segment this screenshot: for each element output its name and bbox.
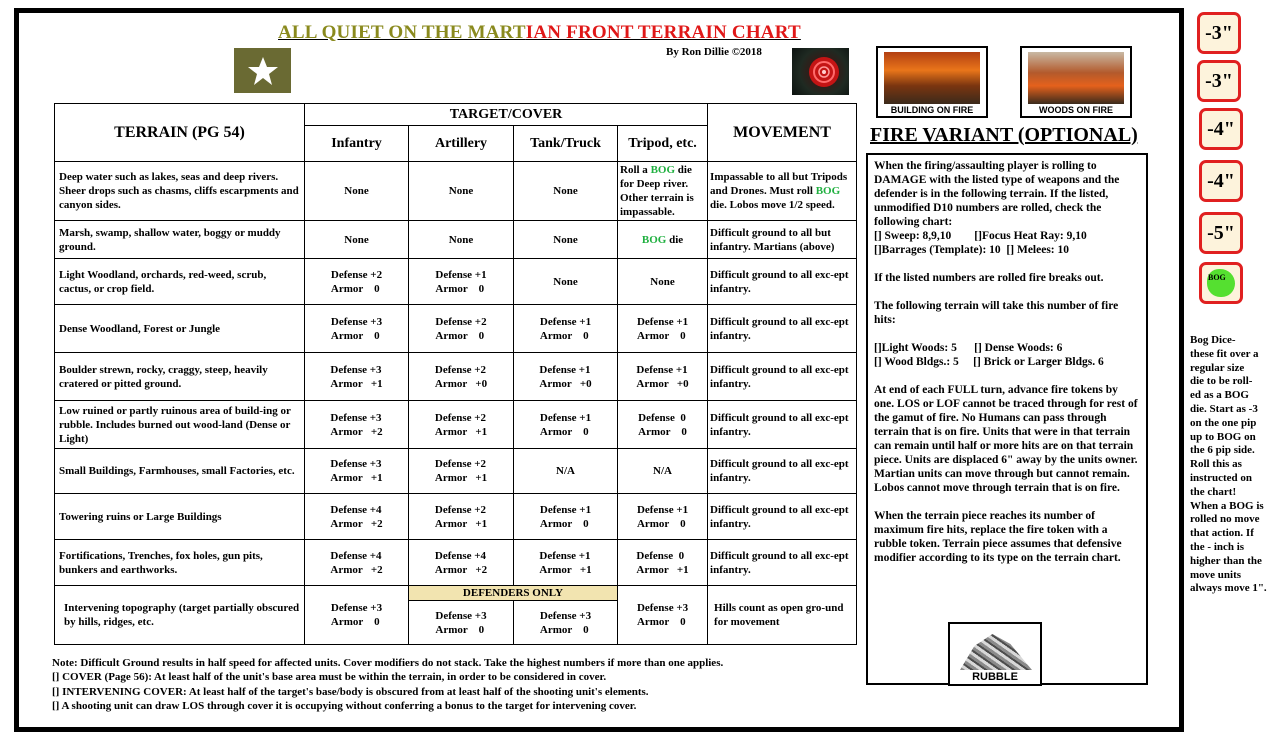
tripod-cell — [618, 221, 708, 259]
fire-rule-paragraph — [874, 341, 1140, 369]
fire-rule-paragraph: If the listed numbers are rolled fire breaks out. — [874, 272, 1104, 284]
bog-note-line: instructed on — [1190, 471, 1253, 484]
tank-cell: None — [514, 162, 618, 221]
cover-values: Defense +4 Armor +2 — [330, 503, 383, 530]
tripod-cell — [618, 305, 708, 353]
bog-note-line: rolled no move — [1190, 513, 1260, 526]
movement-cell: Difficult ground to all exc-ept infantry. — [708, 494, 857, 540]
artillery-cell — [409, 305, 514, 353]
movement-cell: Hills count as open gro-und for movement — [708, 586, 857, 645]
movement-cell: Difficult ground to all exc-ept infantry. — [708, 401, 857, 449]
bog-die-face — [1199, 262, 1243, 304]
movement-cell — [708, 162, 857, 221]
bog-note-line: move units — [1190, 568, 1242, 581]
cover-values: Defense +3 Armor 0 — [330, 315, 383, 342]
note-line: Note: Difficult Ground results in half speed for affected units. Cover modifiers do not stack. Take the highest numbers if more than one applies. — [52, 657, 724, 669]
building-on-fire-image — [876, 46, 988, 118]
cover-values: Defense +1 Armor 0 — [435, 268, 487, 295]
infantry-cell — [305, 494, 409, 540]
cover-values: Defense +1 Armor 0 — [539, 503, 592, 530]
bog-note-line: When a BOG is — [1190, 499, 1264, 512]
tripod-cell — [618, 401, 708, 449]
tank-cell — [514, 353, 618, 401]
cover-values: Defense +3 Armor +2 — [330, 411, 383, 438]
bog-note-line: die. Start as -3 — [1190, 402, 1258, 415]
cover-values: Defense +1 Armor 0 — [636, 315, 689, 342]
table-row — [55, 305, 857, 353]
bog-die-label: BOG — [1208, 273, 1226, 282]
movement-cell: Difficult ground to all exc-ept infantry. — [708, 353, 857, 401]
artillery-cell — [409, 540, 514, 586]
tank-cell — [514, 494, 618, 540]
artillery-cell: None — [409, 162, 514, 221]
cover-values: Defense +3 Armor 0 — [435, 609, 487, 636]
die-face: -4" — [1199, 160, 1243, 202]
target-cover-header: TARGET/COVER — [305, 104, 708, 126]
note-line: [] COVER (Page 56): At least half of the unit's base area must be within the terrain, in order to be considered in cover. — [52, 671, 607, 684]
fire-variant-heading: FIRE VARIANT (OPTIONAL) — [870, 124, 1138, 146]
infantry-cell: None — [305, 162, 409, 221]
tripod-cell — [618, 162, 708, 221]
artillery-cell — [409, 494, 514, 540]
terrain-cell: Intervening topography (target partially obscured by hills, ridges, etc. — [55, 586, 305, 645]
terrain-cell: Deep water such as lakes, seas and deep rivers. Sheer drops such as chasms, cliffs escarpments and canyon sides. — [55, 162, 305, 221]
terrain-cell: Boulder strewn, rocky, craggy, steep, heavily cratered or pitted ground. — [55, 353, 305, 401]
cover-values: Defense +3 Armor 0 — [330, 602, 383, 628]
tank-truck-header: Tank/Truck — [514, 126, 618, 162]
tank-cell — [514, 401, 618, 449]
cover-values: Defense +4 Armor +2 — [330, 549, 383, 576]
tank-cell — [514, 305, 618, 353]
infantry-cell — [305, 259, 409, 305]
bog-text: BOG — [815, 185, 841, 197]
martian-emblem-icon — [792, 48, 849, 95]
cover-values: Defense +3 Armor +1 — [330, 458, 383, 484]
building-on-fire-caption: BUILDING ON FIRE — [890, 105, 974, 115]
die-face: -5" — [1199, 212, 1243, 254]
tripod-text: Roll a — [620, 164, 651, 176]
cover-values: Defense +3 Armor +1 — [330, 363, 383, 390]
bog-note-line: up to BOG on — [1190, 430, 1256, 443]
fire-rule-text: []Light Woods: 5 [] Dense Woods: 6 — [874, 342, 1063, 354]
title-part-olive: ALL QUIET ON THE MART — [278, 22, 526, 43]
table-row — [55, 221, 857, 259]
table-row — [55, 259, 857, 305]
bog-note-line: higher than the — [1190, 554, 1262, 567]
fire-rule-text: When the firing/assaulting player is rolling to DAMAGE with the listed type of weapons and the defender is in the following terrain. If the listed, unmodified D10 numbers are rolled, check the following chart: — [874, 160, 1120, 228]
rubble-token-image — [948, 622, 1042, 686]
woods-on-fire-caption: WOODS ON FIRE — [1039, 105, 1113, 115]
fire-rule-paragraph: The following terrain will take this number of fire hits: — [874, 300, 1119, 326]
bog-note-line: Bog Dice- — [1190, 334, 1236, 346]
fire-rule-text: [] Sweep: 8,9,10 []Focus Heat Ray: 9,10 — [874, 230, 1087, 242]
terrain-table — [54, 103, 857, 645]
terrain-column-header: TERRAIN (PG 54) — [55, 104, 305, 162]
bog-note-line: regular size — [1190, 361, 1245, 374]
artillery-cell: None — [409, 221, 514, 259]
rules-notes — [52, 656, 723, 713]
cover-values: Defense +2 Armor +1 — [434, 411, 488, 438]
note-line: [] INTERVENING COVER: At least half of the target's base/body is obscured from at least half of the shooting unit's elements. — [52, 685, 649, 698]
bog-text: BOG — [650, 164, 676, 176]
cover-values: Defense +1 Armor +0 — [636, 363, 689, 390]
fire-variant-rules — [866, 153, 1148, 685]
bog-note-line: that action. If — [1190, 527, 1254, 540]
tank-cell — [514, 540, 618, 586]
terrain-cell: Low ruined or partly ruinous area of build-ing or rubble. Includes burned out wood-land (Dense or Light) — [55, 401, 305, 449]
tripod-cell — [618, 449, 708, 494]
fire-rule-paragraph: When the terrain piece reaches its number of maximum fire hits, replace the fire token with a rubble token. Terrain piece assumes that defensive modifier according to its type on the terrain chart. — [874, 510, 1122, 564]
bog-note-line: die to be roll- — [1190, 375, 1253, 388]
cover-values: Defense +1 Armor 0 — [539, 315, 592, 342]
cover-values: Defense 0 Armor 0 — [638, 411, 687, 438]
movement-cell: Difficult ground to all but infantry. Martians (above) — [708, 221, 857, 259]
woods-on-fire-image — [1020, 46, 1132, 118]
bog-note-line: the 6 pip side. — [1190, 444, 1255, 457]
die-face: -3" — [1197, 12, 1241, 54]
artillery-cell — [409, 449, 514, 494]
bog-note-line: ed as a BOG — [1190, 389, 1249, 402]
table-row — [55, 401, 857, 449]
tripod-header: Tripod, etc. — [618, 126, 708, 162]
infantry-cell — [305, 586, 409, 645]
bog-dice-note — [1190, 334, 1280, 596]
die-face: -3" — [1197, 60, 1241, 102]
movement-cell: Difficult ground to all exc-ept infantry. — [708, 305, 857, 353]
movement-text: Impassable to all but Tripods and Drones. Must roll — [710, 171, 848, 197]
bog-text: BOG — [641, 233, 667, 246]
woods-fire-icon — [1028, 52, 1124, 104]
table-row — [55, 540, 857, 586]
tripod-text: die — [666, 233, 684, 246]
fire-rule-text: [] Wood Bldgs.: 5 [] Brick or Larger Bldgs. 6 — [874, 356, 1104, 368]
cover-values: Defense +3 Armor 0 — [636, 602, 689, 628]
cover-values: Defense +2 Armor 0 — [435, 315, 487, 342]
table-row — [55, 162, 857, 221]
tripod-cell — [618, 540, 708, 586]
infantry-cell — [305, 305, 409, 353]
fire-rule-paragraph: At end of each FULL turn, advance fire tokens by one. LOS or LOF cannot be traced through for rest of the gamut of fire. No Humans can pass through terrain that is on fire. Units that were in that terrain can remain until half or more hits are on that terrain piece. Units are displaced 6" away by the units owner. Martian units can move through but cannot remain. Lobos cannot move through terrain that is on fire. — [874, 384, 1138, 494]
tripod-cell — [618, 353, 708, 401]
movement-column-header: MOVEMENT — [708, 104, 857, 162]
cover-values: None — [553, 275, 578, 288]
author-byline: By Ron Dillie ©2018 — [666, 46, 762, 58]
terrain-cell: Small Buildings, Farmhouses, small Factories, etc. — [55, 449, 305, 494]
cover-values: Defense +1 Armor 0 — [539, 411, 592, 438]
cover-values: Defense +1 Armor +1 — [539, 549, 592, 576]
cover-values: Defense +2 Armor +1 — [434, 503, 488, 530]
table-row — [55, 449, 857, 494]
fire-rule-text: []Barrages (Template): 10 [] Melees: 10 — [874, 244, 1070, 256]
tank-cell — [514, 259, 618, 305]
bog-note-line: these fit over a — [1190, 347, 1259, 360]
rubble-icon — [960, 630, 1032, 670]
artillery-cell — [409, 601, 514, 645]
tripod-cell — [618, 586, 708, 645]
bog-note-line: always move 1". — [1190, 582, 1267, 595]
table-row — [55, 353, 857, 401]
defenders-only-row — [55, 586, 857, 601]
cover-values: Defense +2 Armor +1 — [434, 458, 488, 484]
movement-cell: Difficult ground to all exc-ept infantry. — [708, 540, 857, 586]
infantry-cell — [305, 540, 409, 586]
cover-values: Defense +4 Armor +2 — [434, 549, 488, 576]
infantry-cell: None — [305, 221, 409, 259]
artillery-cell — [409, 401, 514, 449]
white-star-icon — [234, 48, 291, 93]
cover-values: Defense 0 Armor +1 — [636, 549, 689, 576]
movement-cell: Difficult ground to all exc-ept infantry. — [708, 259, 857, 305]
artillery-header: Artillery — [409, 126, 514, 162]
cover-values: Defense +2 Armor +0 — [434, 363, 488, 390]
movement-text: die. Lobos move 1/2 speed. — [710, 199, 835, 211]
infantry-cell — [305, 353, 409, 401]
tank-cell — [514, 601, 618, 645]
title-part-red: IAN FRONT TERRAIN CHART — [525, 22, 801, 43]
infantry-header: Infantry — [305, 126, 409, 162]
terrain-cell: Marsh, swamp, shallow water, boggy or muddy ground. — [55, 221, 305, 259]
tank-cell — [514, 449, 618, 494]
artillery-cell — [409, 259, 514, 305]
bog-note-line: Roll this as — [1190, 458, 1242, 471]
tripod-text: die for Deep river. Other terrain is impassable. — [620, 164, 694, 218]
table-row — [55, 494, 857, 540]
bog-note-line: on the one pip — [1190, 416, 1257, 429]
bog-note-line: the chart! — [1190, 485, 1237, 498]
terrain-cell: Towering ruins or Large Buildings — [55, 494, 305, 540]
terrain-cell: Dense Woodland, Forest or Jungle — [55, 305, 305, 353]
tripod-cell — [618, 259, 708, 305]
cover-values: Defense +3 Armor 0 — [539, 609, 592, 636]
note-line: [] A shooting unit can draw LOS through cover it is occupying without conferring a bonus to the target for intervening cover. — [52, 699, 637, 712]
fire-rule-paragraph — [874, 159, 1140, 257]
infantry-cell — [305, 449, 409, 494]
terrain-cell: Fortifications, Trenches, fox holes, gun pits, bunkers and earthworks. — [55, 540, 305, 586]
defenders-only-label: DEFENDERS ONLY — [409, 586, 618, 601]
page-title — [278, 22, 801, 44]
cover-values: Defense +1 Armor +0 — [539, 363, 592, 390]
movement-cell: Difficult ground to all exc-ept infantry. — [708, 449, 857, 494]
cover-values: Defense +2 Armor 0 — [330, 268, 383, 295]
building-fire-icon — [884, 52, 980, 104]
infantry-cell — [305, 401, 409, 449]
tank-cell: None — [514, 221, 618, 259]
tripod-cell — [618, 494, 708, 540]
bog-note-line: the - inch is — [1190, 540, 1245, 553]
cover-values: None — [650, 275, 675, 288]
rubble-caption: RUBBLE — [972, 671, 1018, 683]
artillery-cell — [409, 353, 514, 401]
die-face: -4" — [1199, 108, 1243, 150]
cover-values: N/A — [556, 465, 575, 477]
cover-values: Defense +1 Armor 0 — [636, 503, 689, 530]
cover-values: N/A — [653, 465, 672, 477]
terrain-cell: Light Woodland, orchards, red-weed, scrub, cactus, or crop field. — [55, 259, 305, 305]
